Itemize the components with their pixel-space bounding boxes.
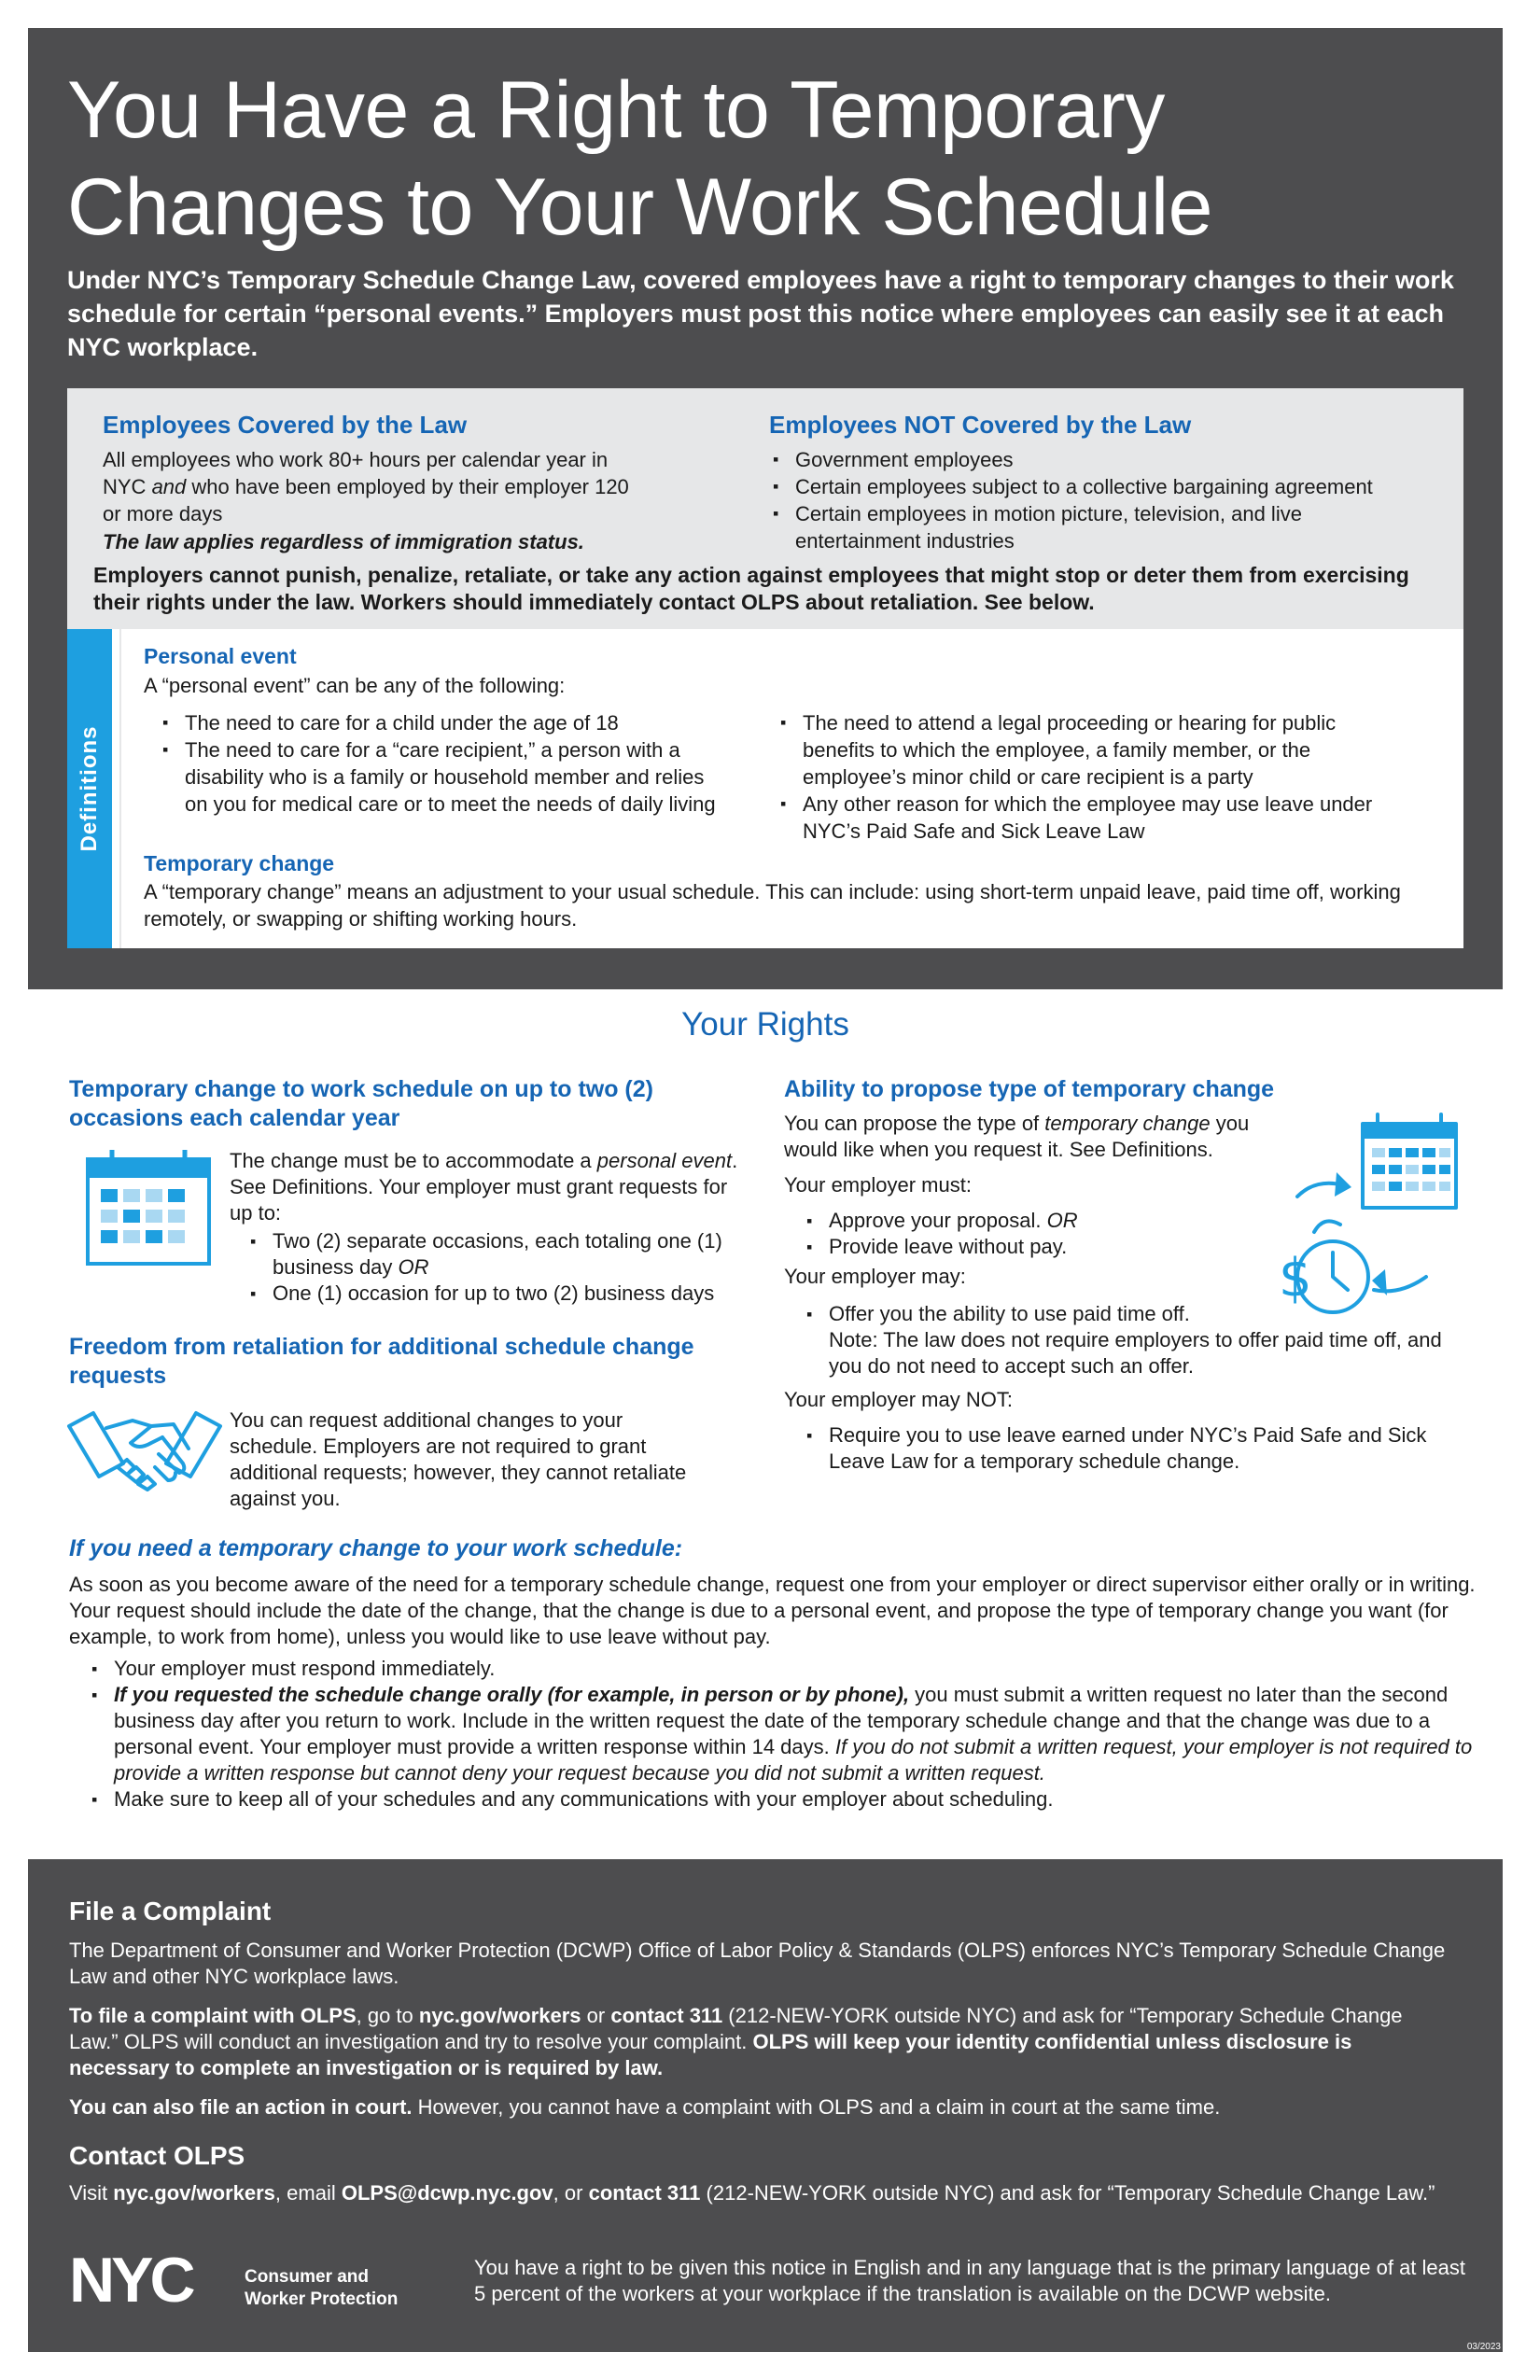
contact-b3: contact 311: [588, 2181, 701, 2205]
may-item: Offer you the ability to use paid time off.: [829, 1302, 1190, 1325]
list-item: ▪ The need to care for a “care recipient,” a person with a disability who is a family or household member and relies on you for medical care or to meet the needs of daily living: [159, 736, 719, 818]
need-change-intro: As soon as you become aware of the need for a temporary schedule change, request one from your employer or direct supervisor either orally or in writing. Your request should include the date of the change, that the change is due to a personal event, and propose the type of temporary change you want (for example, to work from home), unless you would like to use leave without pay.: [69, 1573, 1476, 1648]
need-change-item-2-em: If you do not submit a written request, your employer is not required to provide a written response but cannot deny your request because you did not submit a written request.: [114, 1735, 1473, 1785]
list-item: [803, 1208, 1232, 1234]
covered-text-and: and: [151, 475, 187, 498]
two-occasions-text-a: The change must be to accommodate a: [230, 1149, 597, 1172]
schedule-swap-icon: [1269, 1113, 1465, 1323]
retaliation-notice: Employers cannot punish, penalize, retaliate, or take any action against employees that might stop or deter them from exercising their rights under the law. Workers should immediately contact OLPS about retaliation. See below.: [93, 563, 1409, 614]
complaint-p2-b3: contact 311: [610, 2004, 723, 2027]
need-change-list: [88, 1656, 1497, 1813]
complaint-heading: File a Complaint: [69, 1897, 272, 1925]
personal-event-heading: Personal event: [144, 644, 297, 668]
notice-page: [28, 28, 1503, 2352]
covered-text: [103, 446, 644, 527]
propose-text-a: You can propose the type of: [784, 1112, 1045, 1135]
complaint-p3-t: However, you cannot have a complaint with OLPS and a claim in court at the same time.: [412, 2095, 1221, 2119]
definitions-tab-label: Definitions: [77, 725, 102, 852]
personal-event-intro: A “personal event” can be any of the following:: [144, 674, 566, 697]
two-occasions-text-em: personal event: [596, 1149, 733, 1172]
list-item: ▪ Government employees: [769, 446, 1432, 473]
contact-t4: (212-NEW-YORK outside NYC) and ask for “Temporary Schedule Change Law.”: [700, 2181, 1435, 2205]
svg-text:$: $: [1279, 1248, 1312, 1309]
agency-name: [245, 2266, 398, 2311]
not-covered-heading: Employees NOT Covered by the Law: [769, 411, 1192, 439]
agency-name-line-1: Consumer and: [245, 2267, 370, 2287]
personal-event-list-left: [159, 709, 719, 818]
contact-t1: Visit: [69, 2181, 114, 2205]
rights-title: Your Rights: [681, 1006, 849, 1043]
list-item: ▪ The need to care for a child under the age of 18: [159, 709, 719, 736]
need-change-item-2-text: you must submit a written request no later than the second business day after you return to work. Include in the written request the date of the temporary schedule change and that the change was due to a personal event. Your employer must provide a written response within 14 days.: [114, 1683, 1449, 1758]
divider: [119, 629, 121, 948]
list-item: ▪ One (1) occasion for up to two (2) business days: [246, 1281, 769, 1307]
list-item: ▪ The need to attend a legal proceeding or hearing for public benefits to which the employee, a family member, or the employee’s minor child or care recipient is a party: [777, 709, 1411, 791]
contact-heading: Contact OLPS: [69, 2141, 245, 2170]
complaint-band: [28, 1859, 1503, 2352]
temporary-change-heading: Temporary change: [144, 851, 335, 875]
personal-event-list-right: [777, 709, 1411, 845]
immigration-note: The law applies regardless of immigration status.: [103, 530, 584, 553]
agency-name-line-2: Worker Protection: [245, 2289, 399, 2309]
propose-text-b: you would like when you request it. See Definitions.: [784, 1112, 1250, 1161]
propose-heading: Ability to propose type of temporary change: [784, 1076, 1275, 1102]
definitions-tab: [67, 629, 112, 948]
handshake-icon: [65, 1406, 224, 1504]
temporary-change-text: A “temporary change” means an adjustment to your usual schedule. This can include: using short-term unpaid leave, paid time off, working remotely, or swapping or shifting working hours.: [144, 880, 1401, 931]
covered-text-a: All employees who work 80+ hours per calendar year in NYC: [103, 448, 609, 498]
two-occasions-text: [230, 1148, 752, 1226]
complaint-p2-t1: , go to: [356, 2004, 419, 2027]
complaint-p2-b4: OLPS will keep your identity confidential unless disclosure is necessary to complete an investigation or is required by law.: [69, 2030, 1352, 2079]
occasion-item-1: Two (2) separate occasions, each totaling one (1) business day: [273, 1229, 722, 1279]
freedom-heading: Freedom from retaliation for additional schedule change requests: [69, 1334, 694, 1389]
complaint-p2-b1: To file a complaint with OLPS: [69, 2004, 357, 2027]
list-item: ▪ Certain employees subject to a collective bargaining agreement: [769, 473, 1432, 500]
two-occasions-text-b: . See Definitions. Your employer must grant requests for up to:: [230, 1149, 738, 1225]
may-not-label: Your employer may NOT:: [784, 1388, 1013, 1411]
workers-link[interactable]: nyc.gov/workers: [418, 2004, 581, 2027]
complaint-p2: [69, 2003, 1450, 2081]
list-item: ▪ Provide leave without pay.: [803, 1234, 1232, 1260]
revision-date: 03/2023: [1466, 2342, 1501, 2352]
propose-text-em: temporary change: [1044, 1112, 1211, 1135]
contact-text: [69, 2180, 1450, 2206]
list-item: [88, 1682, 1497, 1786]
not-covered-list: [769, 446, 1432, 554]
occasion-item-1-em: OR: [398, 1255, 429, 1279]
need-change-heading: If you need a temporary change to your work schedule:: [69, 1535, 683, 1561]
header-band: [28, 28, 1503, 989]
list-item: ▪ Make sure to keep all of your schedules and any communications with your employer about scheduling.: [88, 1786, 1497, 1813]
nyc-logo: [69, 2249, 228, 2314]
definitions-box: [67, 629, 1463, 948]
may-note: Note: The law does not require employers to offer paid time off, and you do not need to accept such an offer.: [829, 1328, 1442, 1378]
complaint-p2-t2: or: [581, 2004, 611, 2027]
must-label: Your employer must:: [784, 1173, 972, 1197]
complaint-p1: The Department of Consumer and Worker Protection (DCWP) Office of Labor Policy & Standards (OLPS) enforces NYC’s Temporary Schedule Change Law and other NYC workplace laws.: [69, 1939, 1446, 1988]
two-occasions-list: [246, 1228, 769, 1307]
language-notice: You have a right to be given this notice in English and in any language that is the primary language of at least 5 percent of the workers at your workplace if the translation is available on the DCWP website.: [474, 2256, 1466, 2305]
two-occasions-heading: Temporary change to work schedule on up to two (2) occasions each calendar year: [69, 1076, 653, 1131]
freedom-text: You can request additional changes to your schedule. Employers are not required to grant additional requests; however, they cannot retaliate against you.: [230, 1408, 687, 1510]
intro-text: Under NYC’s Temporary Schedule Change Law, covered employees have a right to temporary changes to their work schedule for certain “personal events.” Employers must post this notice where employees can easily see it at each NYC workplace.: [67, 266, 1454, 361]
complaint-p3-b: You can also file an action in court.: [69, 2095, 413, 2119]
contact-t2: , email: [274, 2181, 342, 2205]
may-label: Your employer may:: [784, 1265, 966, 1288]
svg-text:NYC: NYC: [69, 2249, 192, 2309]
list-item: ▪ Require you to use leave earned under NYC’s Paid Safe and Sick Leave Law for a temporary schedule change.: [803, 1422, 1475, 1475]
list-item: [246, 1228, 769, 1281]
propose-text: [784, 1111, 1307, 1163]
calendar-people-icon: [84, 1148, 215, 1274]
contact-workers-link[interactable]: nyc.gov/workers: [113, 2181, 275, 2205]
list-item: ▪ Certain employees in motion picture, television, and live entertainment industries: [769, 500, 1432, 554]
must-item-1-em: OR: [1046, 1209, 1078, 1232]
complaint-p3: [69, 2094, 1450, 2121]
contact-email-link[interactable]: OLPS@dcwp.nyc.gov: [341, 2181, 553, 2205]
covered-heading: Employees Covered by the Law: [103, 411, 468, 439]
list-item: ▪ Any other reason for which the employee may use leave under NYC’s Paid Safe and Sick Leave Law: [777, 791, 1411, 845]
list-item: ▪ Your employer must respond immediately.: [88, 1656, 1497, 1682]
covered-text-b: who have been employed by their employer 120 or more days: [103, 475, 629, 525]
complaint-p2-t3: (212-NEW-YORK outside NYC) and ask for “Temporary Schedule Change Law.” OLPS will conduct an investigation and try to resolve your complaint.: [69, 2004, 1403, 2053]
may-not-list: [803, 1422, 1475, 1475]
contact-t3: , or: [553, 2181, 589, 2205]
must-item-1: Approve your proposal.: [829, 1209, 1047, 1232]
page-title: You Have a Right to Temporary Changes to Your Work Schedule: [67, 65, 1212, 252]
must-list: [803, 1208, 1232, 1260]
need-change-item-2-bold: If you requested the schedule change orally (for example, in person or by phone),: [114, 1683, 910, 1706]
